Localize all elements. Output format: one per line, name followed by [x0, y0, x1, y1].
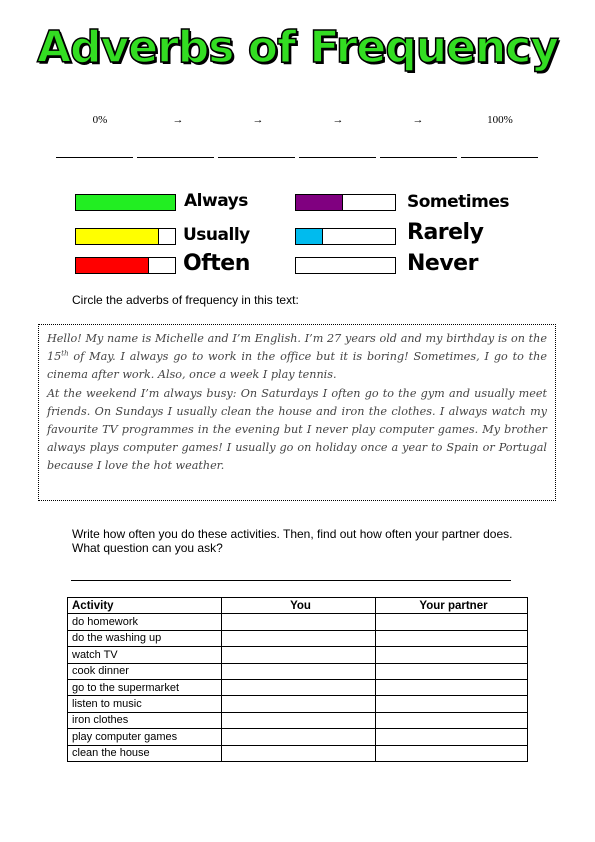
adverb-label-usually: Usually — [183, 225, 250, 245]
table-row — [68, 745, 528, 761]
table-row — [68, 630, 528, 646]
answer-blank[interactable] — [137, 157, 214, 158]
partner-cell[interactable] — [376, 630, 528, 646]
bar-fill — [296, 195, 343, 210]
partner-cell[interactable] — [376, 679, 528, 695]
frequency-bar-sometimes — [295, 194, 396, 211]
partner-cell[interactable] — [376, 696, 528, 712]
bar-fill — [76, 195, 175, 210]
you-cell[interactable] — [222, 614, 376, 630]
table-row — [68, 712, 528, 728]
scale-arrow: → — [412, 114, 424, 126]
scale-arrow: → — [332, 114, 344, 126]
partner-cell[interactable] — [376, 614, 528, 630]
question-answer-line[interactable] — [71, 580, 511, 581]
activity-cell: clean the house — [68, 745, 222, 761]
activity-cell: iron clothes — [68, 712, 222, 728]
you-cell[interactable] — [222, 729, 376, 745]
you-cell[interactable] — [222, 647, 376, 663]
reading-text-box — [38, 324, 556, 501]
frequency-bar-always — [75, 194, 176, 211]
adverb-label-never: Never — [407, 251, 478, 276]
activity-cell: cook dinner — [68, 663, 222, 679]
reading-text-paragraph-2[interactable]: At the weekend I’m always busy: On Saturdays I often go to the gym and usually meet friends. On Sundays I usually clean the house and iron the clothes. I always watch my favourite TV programmes in the evening but I never play computer games. My brother always plays computer games! I usually go on holiday once a year to Spain or Portugal because I love the hot weather. — [47, 386, 547, 473]
activity-cell: do homework — [68, 614, 222, 630]
partner-cell[interactable] — [376, 647, 528, 663]
table-row — [68, 696, 528, 712]
bar-fill — [76, 258, 149, 273]
partner-cell[interactable] — [376, 745, 528, 761]
table-row — [68, 663, 528, 679]
table-row — [68, 729, 528, 745]
adverb-label-sometimes: Sometimes — [407, 192, 509, 212]
activity-cell: play computer games — [68, 729, 222, 745]
scale-arrow: → — [252, 114, 264, 126]
reading-text-paragraph-1[interactable]: Hello! My name is Michelle and I’m English. I’m 27 years old and my birthday is on the 15th of May. I always go to work in the office but it is boring! Sometimes, I go to the cinema after work. Also, once a week I play tennis. — [47, 332, 547, 382]
answer-blank[interactable] — [461, 157, 538, 158]
partner-cell[interactable] — [376, 663, 528, 679]
activity-cell: do the washing up — [68, 630, 222, 646]
exercise-1-instruction: Circle the adverbs of frequency in this text: — [72, 293, 299, 307]
adverb-label-always: Always — [184, 191, 248, 211]
table-row — [68, 614, 528, 630]
partner-cell[interactable] — [376, 712, 528, 728]
activity-table — [67, 597, 528, 762]
answer-blank[interactable] — [380, 157, 457, 158]
exercise-2-instruction: Write how often you do these activities. Then, find out how often your partner does. What question can you ask? — [72, 527, 513, 555]
activity-cell: watch TV — [68, 647, 222, 663]
adverb-label-rarely: Rarely — [407, 220, 484, 245]
frequency-bar-often — [75, 257, 176, 274]
activity-cell: go to the supermarket — [68, 679, 222, 695]
answer-blank[interactable] — [218, 157, 295, 158]
scale-start: 0% — [92, 114, 108, 126]
header-you: You — [222, 598, 376, 614]
bar-fill — [76, 229, 159, 244]
adverb-label-often: Often — [183, 251, 250, 276]
partner-cell[interactable] — [376, 729, 528, 745]
you-cell[interactable] — [222, 712, 376, 728]
you-cell[interactable] — [222, 696, 376, 712]
scale-arrow: → — [172, 114, 184, 126]
page-title: Adverbs of Frequency — [37, 22, 558, 73]
bar-fill — [296, 229, 323, 244]
header-activity: Activity — [68, 598, 222, 614]
table-row — [68, 647, 528, 663]
you-cell[interactable] — [222, 663, 376, 679]
frequency-bar-usually — [75, 228, 176, 245]
answer-blank[interactable] — [299, 157, 376, 158]
frequency-bar-never — [295, 257, 396, 274]
scale-end: 100% — [487, 114, 513, 126]
table-header-row — [68, 598, 528, 614]
activity-cell: listen to music — [68, 696, 222, 712]
table-row — [68, 679, 528, 695]
you-cell[interactable] — [222, 630, 376, 646]
answer-blank[interactable] — [56, 157, 133, 158]
header-partner: Your partner — [376, 598, 528, 614]
you-cell[interactable] — [222, 679, 376, 695]
frequency-bar-rarely — [295, 228, 396, 245]
you-cell[interactable] — [222, 745, 376, 761]
